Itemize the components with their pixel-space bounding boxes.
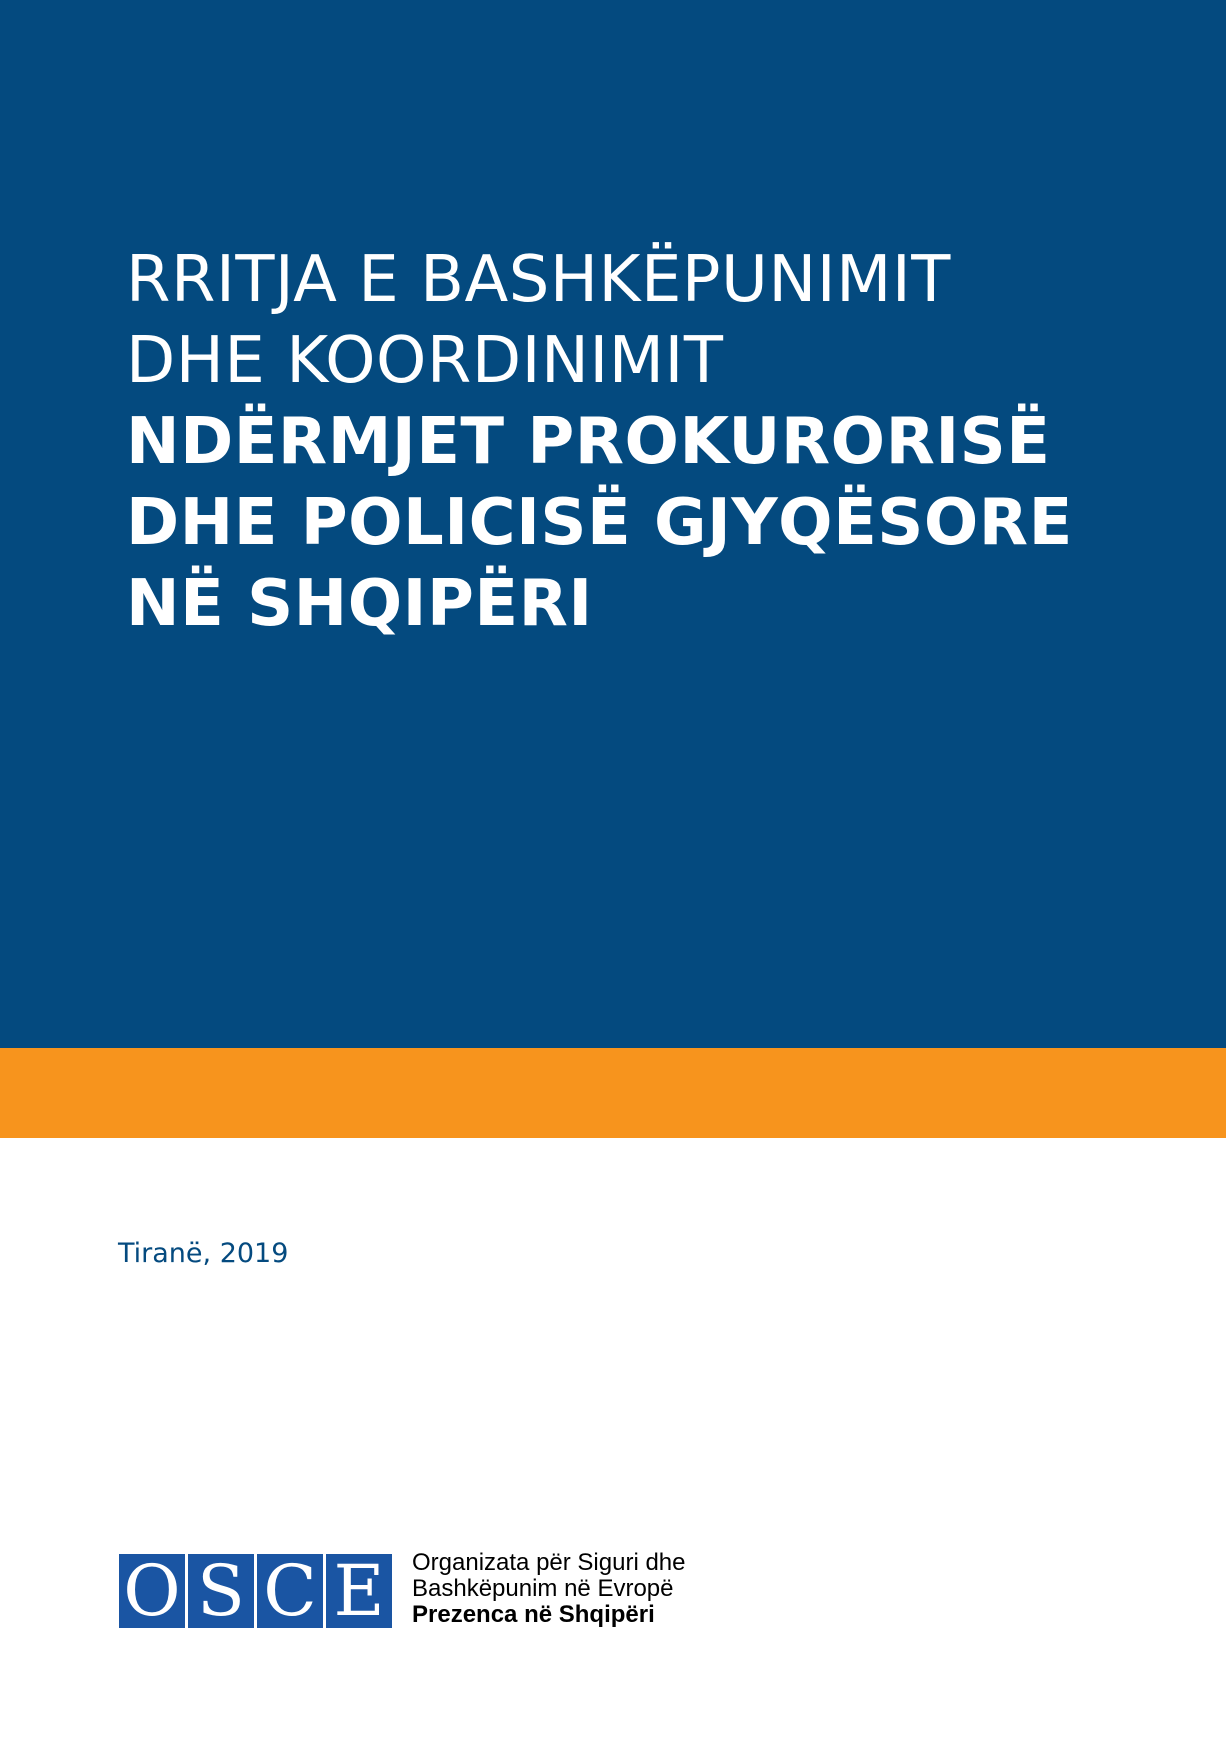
- title-line-3: NDËRMJET PROKURORISË: [126, 405, 1051, 479]
- organization-line-2: Bashkëpunim në Evropë: [412, 1575, 674, 1602]
- organization-line-1: Organizata për Siguri dhe: [412, 1549, 686, 1576]
- document-title: [126, 240, 1126, 645]
- title-line-4: DHE POLICISË GJYQËSORE: [126, 486, 1073, 560]
- osce-logo: [119, 1554, 392, 1628]
- title-line-1: RRITJA E BASHKËPUNIMIT: [126, 243, 951, 317]
- osce-logo-letter-o: O: [119, 1554, 185, 1628]
- title-line-2: DHE KOORDINIMIT: [126, 324, 724, 398]
- organization-line-3: Prezenca në Shqipëri: [412, 1601, 655, 1628]
- organization-name: [412, 1550, 686, 1628]
- osce-logo-letter-s: S: [188, 1554, 254, 1628]
- osce-logo-letter-e: E: [326, 1554, 392, 1628]
- orange-accent-stripe: [0, 1048, 1226, 1138]
- title-line-5: NË SHQIPËRI: [126, 567, 593, 641]
- place-date: Tiranë, 2019: [118, 1238, 289, 1269]
- osce-logo-letter-c: C: [257, 1554, 323, 1628]
